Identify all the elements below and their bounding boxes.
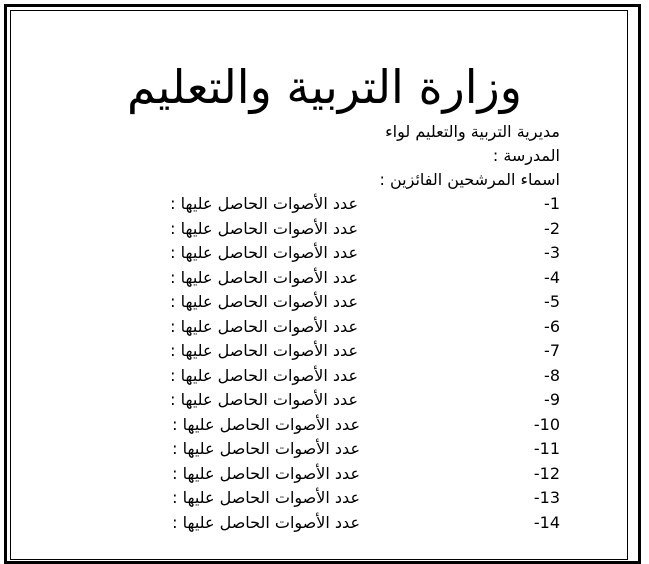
candidate-number: -4	[544, 267, 560, 287]
candidate-number: -2	[544, 218, 560, 238]
candidate-row	[100, 388, 560, 413]
candidate-row	[100, 290, 560, 315]
candidate-number: -12	[533, 463, 560, 483]
votes-label: عدد الأصوات الحاصل عليها :	[172, 488, 360, 507]
votes-label: عدد الأصوات الحاصل عليها :	[172, 512, 360, 532]
votes-label: عدد الأصوات الحاصل عليها :	[172, 463, 360, 483]
candidate-number: -7	[544, 341, 560, 360]
school-line: المدرسة :	[492, 146, 560, 165]
candidate-row	[100, 315, 560, 340]
document-title: وزارة التربية والتعليم	[127, 60, 522, 114]
candidate-number: -13	[533, 488, 560, 507]
directorate-line: مديرية التربية والتعليم لواء	[385, 122, 560, 141]
votes-label: عدد الأصوات الحاصل عليها :	[170, 218, 358, 238]
candidate-number: -6	[544, 316, 560, 336]
candidate-number: -3	[544, 243, 560, 262]
candidate-row	[100, 437, 560, 462]
votes-label: عدد الأصوات الحاصل عليها :	[170, 292, 358, 311]
candidate-row	[100, 339, 560, 364]
document-body	[100, 120, 560, 535]
candidate-row	[100, 266, 560, 291]
votes-label: عدد الأصوات الحاصل عليها :	[170, 267, 358, 287]
candidate-row	[100, 192, 560, 217]
votes-label: عدد الأصوات الحاصل عليها :	[170, 243, 358, 262]
candidate-row	[100, 511, 560, 536]
candidate-row	[100, 241, 560, 266]
candidate-row	[100, 217, 560, 242]
votes-label: عدد الأصوات الحاصل عليها :	[172, 414, 360, 434]
votes-label: عدد الأصوات الحاصل عليها :	[170, 390, 358, 409]
candidate-number: -10	[533, 414, 560, 434]
candidate-row	[100, 486, 560, 511]
candidate-number: -1	[544, 194, 560, 213]
winners-heading: اسماء المرشحين الفائزين :	[379, 170, 560, 189]
candidate-number: -11	[533, 439, 560, 458]
candidate-list	[100, 192, 560, 535]
votes-label: عدد الأصوات الحاصل عليها :	[170, 341, 358, 360]
candidate-row	[100, 413, 560, 438]
votes-label: عدد الأصوات الحاصل عليها :	[170, 194, 358, 213]
candidate-row	[100, 462, 560, 487]
candidate-row	[100, 364, 560, 389]
candidate-number: -14	[533, 512, 560, 532]
votes-label: عدد الأصوات الحاصل عليها :	[170, 316, 358, 336]
candidate-number: -9	[544, 390, 560, 409]
votes-label: عدد الأصوات الحاصل عليها :	[172, 439, 360, 458]
candidate-number: -5	[544, 292, 560, 311]
candidate-number: -8	[544, 365, 560, 385]
votes-label: عدد الأصوات الحاصل عليها :	[170, 365, 358, 385]
